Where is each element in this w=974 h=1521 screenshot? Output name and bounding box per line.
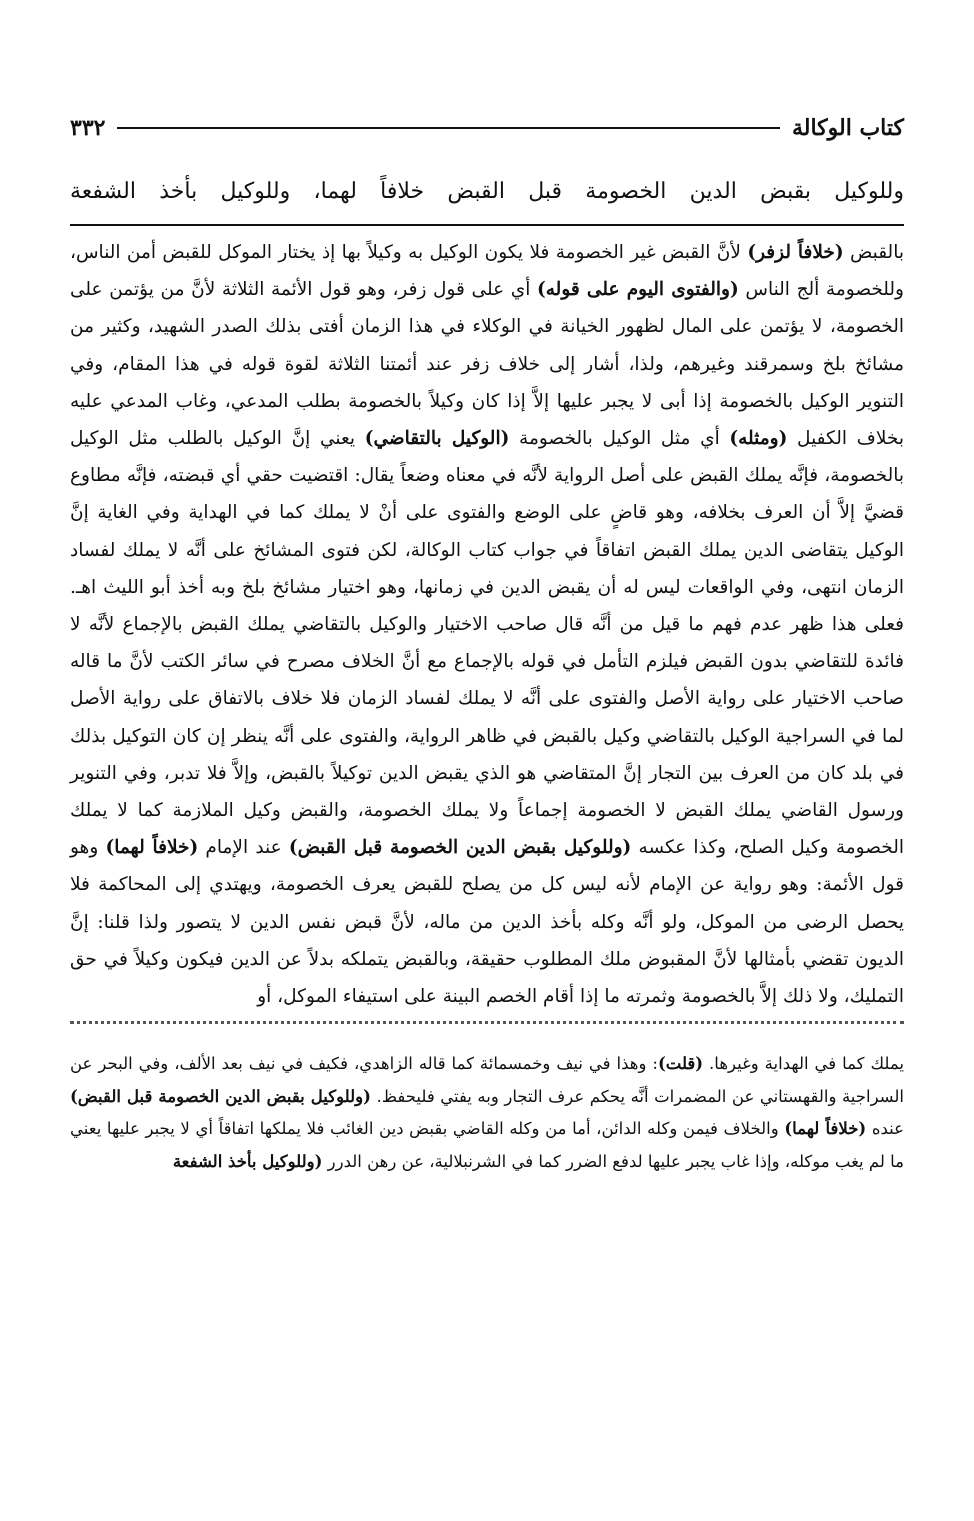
page-header <box>70 108 904 148</box>
text-run: : وهذا في نيف وخمسمائة كما قاله الزاهدي، فكيف في نيف بعد الألف، وفي البحر عن السراجية والقهستاني عن المضمرات أنَّه يحكم عرف التجار وبه يفتي فليحفظ. <box>70 1054 904 1106</box>
footnote-separator <box>70 1021 904 1038</box>
commentary-text <box>70 234 904 1015</box>
quoted-phrase: (الوكيل بالتقاضي) <box>364 428 510 450</box>
text-run: لأنَّ القبض غير الخصومة فلا يكون الوكيل به وكيلاً بها إذ يختار الموكل للقبض أمن الناس، وللخصومة ألج الناس <box>70 242 904 301</box>
quoted-phrase: (والفتوى اليوم على قوله) <box>537 279 739 301</box>
matn-text: وللوكيل بقبض الدين الخصومة قبل القبض خلافاً لهما، وللوكيل بأخذ الشفعة <box>70 179 904 204</box>
book-page <box>70 108 904 1178</box>
text-run: يعني إنَّ الوكيل بالطلب مثل الوكيل بالخصومة، فإنَّه يملك القبض على أصل الرواية لأنَّه في معناه وضعاً يقال: اقتضيت حقي أي قبضته، فإنَّه مطاوع قضيَّ إلاَّ أن العرف بخلافه، وهو قاضٍ على الوضع والفتوى على أنْ لا يملك كما في الهداية وفي الغاية إنَّ الوكيل يتقاضى الدين يملك القبض اتفاقاً في جواب كتاب الوكالة، لكن فتوى المشائخ على أنَّه لا يملك لفساد الزمان انتهى، وفي الواقعات ليس له أن يقبض الدين في زمانها، وهو اختيار مشائخ بلخ وبه أخذ أبو الليث اهـ. فعلى هذا ظهر عدم فهم ما قيل من أنَّه قال صاحب الاختيار والوكيل بالتقاضي يملك القبض بالإجماع لأنَّه لا فائدة للتقاضي بدون القبض فيلزم التأمل في قوله بالإجماع مع أنَّ الخلاف مصرح في سائر الكتب لأنَّ ما قاله صاحب الاختيار على رواية الأصل والفتوى على أنَّه لا يملك لفساد الزمان فلا خلاف بالاتفاق على رواية الأصل لما في السراجية الوكيل بالتقاضي وكيل بالقبض في ظاهر الرواية، والفتوى على أنَّه ينظر إن كان التوكيل بذلك في بلد كان من العرف بين التجار إنَّ المتقاضي هو الذي يقبض الدين توكيلاً بالقبض، وإلاَّ فلا تدبر، وفي التنوير ورسول القاضي يملك القبض لا الخصومة إجماعاً ولا يملك الخصومة، والقبض وكيل الملازمة كما لا يملك الخصومة وكيل الصلح، وكذا عكسه <box>70 428 904 859</box>
quoted-phrase: (وللوكيل بأخذ الشفعة <box>172 1151 323 1171</box>
quoted-phrase: (خلافاً لهما) <box>105 837 199 859</box>
quoted-phrase: (قلت) <box>657 1054 704 1074</box>
matn-divider <box>70 224 904 226</box>
book-title: كتاب الوكالة <box>791 115 904 141</box>
footnote-text <box>70 1048 904 1178</box>
text-run: بالقبض <box>843 242 904 263</box>
quoted-phrase: (وللوكيل بقبض الدين الخصومة قبل القبض) <box>70 1086 371 1106</box>
quoted-phrase: (ومثله) <box>729 428 788 450</box>
text-run: يملك كما في الهداية وغيرها. <box>703 1054 904 1074</box>
text-run: أي مثل الوكيل بالخصومة <box>509 428 730 450</box>
text-run: عند الإمام <box>198 837 289 859</box>
text-run: عنده <box>866 1119 904 1139</box>
quoted-phrase: (خلافاً لزفر) <box>747 242 844 263</box>
quoted-phrase: (خلافاً لهما) <box>784 1119 867 1139</box>
text-run: وهو قول الأئمة: وهو رواية عن الإمام لأنه ليس كل من يصلح للقبض يعرف الخصومة، ويهتدي إلى المحاكمة فلا يحصل الرضى من الموكل، ولو أنَّه وكله بأخذ الدين من ماله، لأنَّ قبض نفس الدين لا يتصور ولذا قلنا: إنَّ الديون تقضي بأمثالها لأنَّ المقبوض ملك المطلوب حقيقة، وبالقبض يتملكه بدلاً عن الدين فيكون وكيلاً في حق التمليك، ولا ذلك إلاَّ بالخصومة وثمرته ما إذا أقام الخصم البينة على استيفاء الموكل، أو <box>70 837 904 1008</box>
text-run: أي على قول زفر، وهو قول الأئمة الثلاثة لأنَّ من يؤتمن على الخصومة، لا يؤتمن على المال لظهور الخيانة في الوكلاء في هذا الزمان أفتى بذلك الصدر الشهيد، وكثير من مشائخ بلخ وسمرقند وغيرهم، ولذا، أشار إلى خلاف زفر عند أئمتنا الثلاثة لقوة قوله في هذا المقام، وفي التنوير الوكيل بالخصومة إذا أبى لا يجبر عليها إلاَّ إذا كان وكيلاً بالخصومة بطلب المدعي، وغاب المدعي عليه بخلاف الكفيل <box>70 279 904 450</box>
page-number: ٣٣٢ <box>70 115 106 141</box>
header-rule <box>117 127 780 129</box>
text-run: والخلاف فيمن وكله الدائن، أما من وكله القاضي بقبض دين الغائب فلا يملكها اتفاقاً أي لا يجبر عليها يعني ما لم يغب موكله، وإذا غاب يجبر عليها لدفع الضرر كما في الشرنبلالية، عن رهن الدرر <box>70 1119 904 1171</box>
quoted-phrase: (وللوكيل بقبض الدين الخصومة قبل القبض) <box>288 837 632 859</box>
